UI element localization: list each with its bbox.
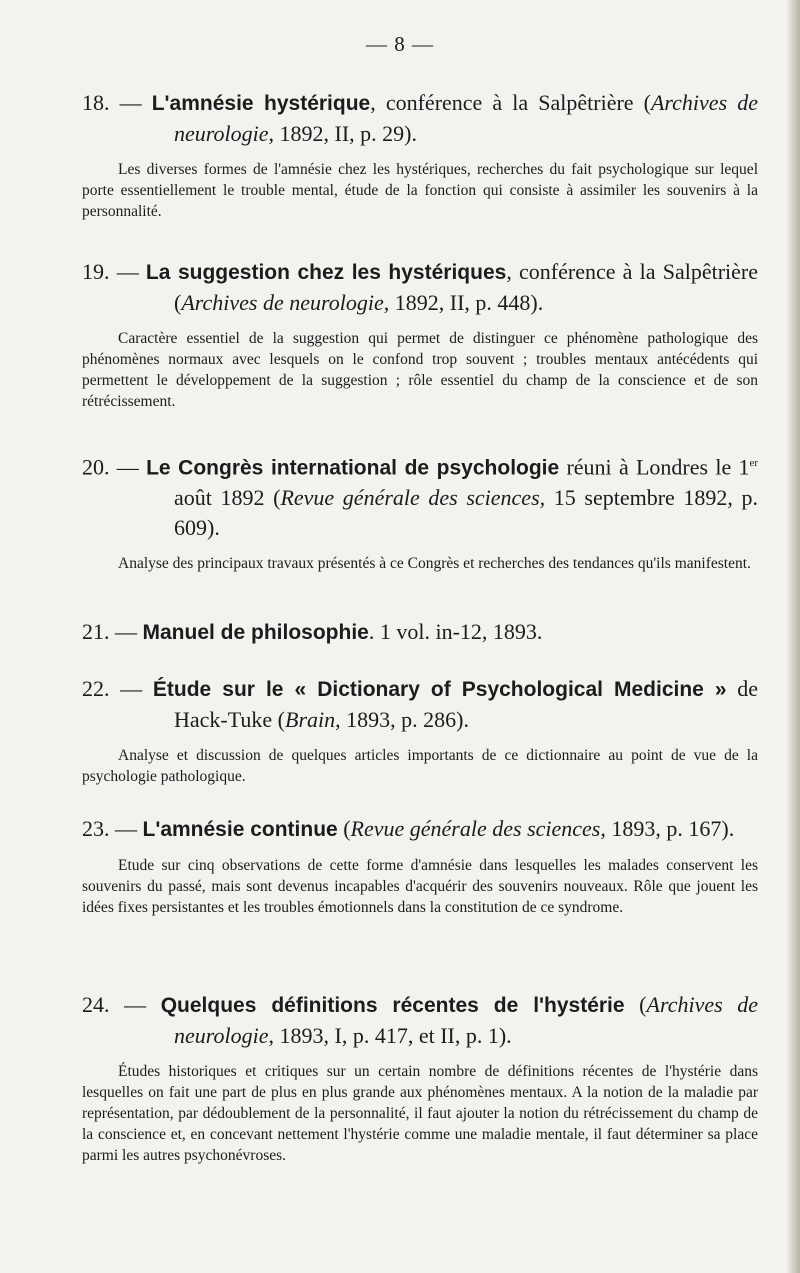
entry-citation-end: , 1892, II, p. 29). — [268, 121, 417, 146]
entry-title: Étude sur le « Dictionary of Psychological Medicine » — [152, 678, 727, 701]
entry-description: Etude sur cinq observations de cette forme d'amnésie dans lesquelles les malades conservent les souvenirs du passé, mais sont devenus incapables d'acquérir des souvenirs nouveaux. Rôle que jouent les idées fixes persistantes et les troubles émotionnels dans la constitution de ce syndrome. — [82, 857, 758, 916]
entry-citation: réuni à Londres le 1 — [559, 454, 750, 480]
entry-description: Études historiques et critiques sur un certain nombre de définitions récentes de l'hystérie dans lesquelles on fait une part de plus en plus grande aux phénomènes mentaux. A la notion de la maladie par représentation, par dédoublement de la personnalité, il faut ajouter la notion du rétrécissement du champ de la conscience et, en concevant nettement l'hystérie comme une maladie mentale, il faut déterminer sa place parmi les autres psychonévroses. — [82, 1063, 758, 1164]
entry-citation-date: août 1892 ( — [174, 485, 281, 511]
bibliography-entry-21 — [82, 617, 758, 648]
entry-number: 18. — — [82, 90, 142, 115]
entry-number: 21. — — [82, 619, 137, 644]
bibliography-entry-19 — [82, 257, 758, 412]
entry-heading — [82, 674, 758, 735]
entry-citation-end: 15 septembre 1892, p. 609). — [174, 485, 759, 541]
journal-title: Revue générale des sciences — [350, 816, 601, 841]
entry-number: 22. — — [82, 676, 143, 701]
entry-citation: ( — [624, 992, 647, 1017]
bibliography-entry-23 — [82, 814, 758, 918]
entry-heading — [82, 617, 758, 648]
page-number: — 8 — — [366, 32, 434, 56]
entry-number: 23. — — [82, 816, 137, 841]
entry-number: 20. — — [82, 454, 139, 480]
ordinal-suffix: er — [749, 457, 759, 469]
journal-title: Archives de neurologie — [174, 992, 759, 1048]
journal-title: Archives de neurologie — [181, 290, 384, 315]
entry-heading — [82, 990, 758, 1051]
entry-citation: , conférence à la Salpêtrière ( — [370, 90, 651, 115]
entry-citation: ( — [337, 816, 351, 841]
entry-title: L'amnésie hystérique — [151, 92, 371, 115]
bibliography-entry-24 — [82, 990, 758, 1166]
entry-heading — [82, 257, 758, 318]
journal-title: Revue générale des sciences, — [280, 485, 546, 511]
entry-description: Les diverses formes de l'amnésie chez les hystériques, recherches du fait psychologique sur lequel porte essentiellement le trouble mental, étude de la fonction qui consiste à assimiler les souvenirs à la personnalité. — [82, 161, 758, 220]
entry-heading — [82, 88, 758, 149]
entry-description: Caractère essentiel de la suggestion qui permet de distinguer ce phénomène pathologique des phénomènes normaux avec lesquels on le confond trop souvent ; troubles mentaux antécédents qui permettent le développement de la suggestion ; rôle essentiel du champ de la conscience et de son rétrécissement. — [82, 330, 758, 410]
entry-citation-end: , 1893, I, p. 417, et II, p. 1). — [268, 1023, 512, 1048]
entry-citation-end: , 1892, II, p. 448). — [383, 290, 544, 315]
entry-title: Le Congrès international de psychologie — [146, 456, 560, 480]
entry-heading — [82, 814, 758, 845]
entry-citation: de Hack-Tuke ( — [174, 676, 759, 732]
journal-title: Brain — [285, 707, 336, 732]
entry-description: Analyse des principaux travaux présentés à ce Congrès et recherches des tendances qu'ils manifestent. — [118, 555, 751, 573]
entry-number: 24. — — [82, 992, 147, 1017]
entry-description: Analyse et discussion de quelques articles importants de ce dictionnaire au point de vue de la psychologie pathologique. — [82, 747, 758, 785]
entry-number: 19. — — [82, 259, 139, 284]
bibliography-entry-18 — [82, 88, 758, 222]
entry-title: La suggestion chez les hystériques — [145, 261, 507, 284]
entry-title: Manuel de philosophie — [142, 621, 369, 644]
entry-citation: , conférence à la Salpêtrière ( — [174, 259, 759, 315]
bibliography-entry-20 — [82, 448, 758, 574]
bibliography-entry-22 — [82, 674, 758, 787]
entry-citation: . 1 vol. in-12, 1893. — [368, 619, 543, 644]
entry-citation-end: , 1893, p. 286). — [335, 707, 469, 732]
entry-title: L'amnésie continue — [142, 818, 338, 841]
entry-title: Quelques définitions récentes de l'hystérie — [160, 994, 625, 1017]
entry-citation-end: , 1893, p. 167). — [600, 816, 735, 841]
page-edge-shadow — [786, 0, 800, 1273]
journal-title: Archives de neurologie — [174, 90, 759, 146]
entry-heading — [82, 448, 758, 543]
